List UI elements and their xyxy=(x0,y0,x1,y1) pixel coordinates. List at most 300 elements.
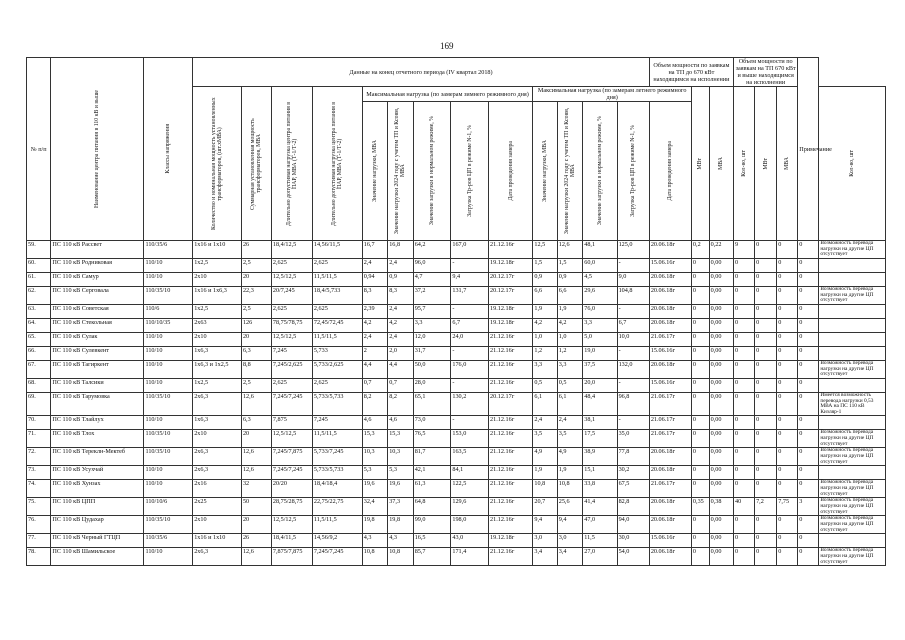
cell-w4: 176,0 xyxy=(451,361,489,379)
cell-a3: 0 xyxy=(734,379,755,393)
cell-cls: 110/10 xyxy=(144,480,193,498)
cell-a2: 0,00 xyxy=(709,305,733,319)
cell-d1: 2,625 xyxy=(271,259,312,273)
cell-s4: - xyxy=(617,305,649,319)
table-row xyxy=(27,498,886,516)
cell-wd: 21.12.16г xyxy=(489,516,533,534)
cell-w4: 122,5 xyxy=(451,480,489,498)
cell-w1: 0,7 xyxy=(362,379,387,393)
cell-cls: 110/10 xyxy=(144,347,193,361)
cell-s3: 4,5 xyxy=(583,273,617,287)
cell-name: ПС 110 кВ Стекольная xyxy=(51,319,144,333)
cell-a2: 0,00 xyxy=(709,361,733,379)
cell-a3: 0 xyxy=(734,466,755,480)
cell-w2: 19,6 xyxy=(388,480,413,498)
cell-n: 67. xyxy=(27,361,51,379)
cell-s4: 96,8 xyxy=(617,393,649,416)
cell-b1: 0 xyxy=(755,534,777,548)
cell-a2: 0,00 xyxy=(709,448,733,466)
cell-sum: 32 xyxy=(241,480,271,498)
cell-w4: - xyxy=(451,259,489,273)
cell-b2: 0 xyxy=(777,333,798,347)
cell-a3: 0 xyxy=(734,548,755,566)
cell-name: ПС 110 кВ Черный ГТЦП xyxy=(51,534,144,548)
cell-wd: 21.12.16г xyxy=(489,347,533,361)
cell-n: 77. xyxy=(27,534,51,548)
cell-cls: 110/10 xyxy=(144,259,193,273)
header-tp-power: Объем мощности по заявкам на ТП до 670 кВт находящимся на исполнении xyxy=(649,58,733,87)
cell-sd: 20.06.18г xyxy=(649,305,691,319)
table-row xyxy=(27,516,886,534)
cell-b1: 0 xyxy=(755,287,777,305)
cell-s1: 1,2 xyxy=(533,347,557,361)
cell-w3: 95,7 xyxy=(413,305,451,319)
cell-d2: 5,733/7,245 xyxy=(312,448,362,466)
cell-n: 70. xyxy=(27,416,51,430)
cell-s3: 3,3 xyxy=(583,319,617,333)
cell-n: 78. xyxy=(27,548,51,566)
header-mva-2: МВА xyxy=(777,87,798,241)
cell-d2: 14,56/9,2 xyxy=(312,534,362,548)
cell-s2: 12,6 xyxy=(557,241,582,259)
cell-d1: 12,5/12,5 xyxy=(271,430,312,448)
cell-d1: 7,245/7,245 xyxy=(271,466,312,480)
header-notes: Примечание xyxy=(798,58,819,241)
cell-cls: 110/35/10 xyxy=(144,287,193,305)
header-mva-1: МВА xyxy=(709,87,733,241)
cell-s3: 19,0 xyxy=(583,347,617,361)
cell-b3: 3 xyxy=(798,498,819,516)
cell-w2: 4,6 xyxy=(388,416,413,430)
cell-b2: 0 xyxy=(777,241,798,259)
cell-sd: 20.06.18г xyxy=(649,548,691,566)
cell-w2: 5,3 xyxy=(388,466,413,480)
cell-w2: 10,8 xyxy=(388,548,413,566)
cell-b2: 0 xyxy=(777,466,798,480)
cell-w1: 19,8 xyxy=(362,516,387,534)
cell-trans: 2х10 xyxy=(193,430,242,448)
cell-sum: 2,5 xyxy=(241,259,271,273)
cell-s1: 1,5 xyxy=(533,259,557,273)
cell-name: ПС 110 кВ Тарумовка xyxy=(51,393,144,416)
cell-trans: 2х6,3 xyxy=(193,448,242,466)
cell-w4: 171,4 xyxy=(451,548,489,566)
cell-a1: 0 xyxy=(691,319,709,333)
cell-a3: 0 xyxy=(734,534,755,548)
cell-cls: 110/10 xyxy=(144,361,193,379)
cell-a3: 0 xyxy=(734,361,755,379)
cell-trans: 1х16 и 1х10 xyxy=(193,241,242,259)
cell-w4: - xyxy=(451,347,489,361)
cell-a1: 0,2 xyxy=(691,241,709,259)
cell-s4: 54,0 xyxy=(617,548,649,566)
cell-b3: 0 xyxy=(798,259,819,273)
cell-d1: 28,75/28,75 xyxy=(271,498,312,516)
header-summer-load-n1: Загрузка Тр-ров ЦП в режиме N-1, % xyxy=(617,102,649,241)
table-row xyxy=(27,259,886,273)
cell-n: 74. xyxy=(27,480,51,498)
cell-sum: 12,6 xyxy=(241,548,271,566)
cell-a3: 0 xyxy=(734,393,755,416)
header-winter-load-2024: Значение нагрузки 2024 году с учетом ТП и Ксовм, МВА xyxy=(388,102,413,241)
cell-w1: 8,2 xyxy=(362,393,387,416)
cell-wd: 21.12.16г xyxy=(489,498,533,516)
cell-name: ПС 110 кВ Рассвет xyxy=(51,241,144,259)
cell-n: 76. xyxy=(27,516,51,534)
cell-w1: 16,7 xyxy=(362,241,387,259)
cell-b3: 0 xyxy=(798,241,819,259)
table-row xyxy=(27,333,886,347)
cell-cls: 110/10/35 xyxy=(144,319,193,333)
cell-cls: 110/10 xyxy=(144,416,193,430)
cell-s4: - xyxy=(617,259,649,273)
cell-wd: 21.12.16г xyxy=(489,241,533,259)
cell-s2: 1,9 xyxy=(557,466,582,480)
cell-b1: 0 xyxy=(755,379,777,393)
cell-a2: 0,00 xyxy=(709,319,733,333)
cell-a2: 0,00 xyxy=(709,393,733,416)
cell-b1: 7,2 xyxy=(755,498,777,516)
cell-w2: 2,0 xyxy=(388,347,413,361)
cell-d2: 7,245/7,245 xyxy=(312,548,362,566)
cell-a3: 0 xyxy=(734,259,755,273)
cell-a3: 0 xyxy=(734,273,755,287)
cell-w3: 61,3 xyxy=(413,480,451,498)
table-row xyxy=(27,319,886,333)
cell-a2: 0,00 xyxy=(709,466,733,480)
cell-trans: 2х16 xyxy=(193,480,242,498)
cell-a3: 0 xyxy=(734,347,755,361)
cell-note: Возможность перевода нагрузки на другие ЦП отсутствует xyxy=(819,448,886,466)
cell-name: ПС 110 кВ Хунзах xyxy=(51,480,144,498)
table-row xyxy=(27,548,886,566)
cell-b2: 0 xyxy=(777,347,798,361)
cell-a3: 0 xyxy=(734,319,755,333)
cell-b2: 0 xyxy=(777,361,798,379)
cell-d1: 12,5/12,5 xyxy=(271,333,312,347)
cell-n: 73. xyxy=(27,466,51,480)
cell-n: 61. xyxy=(27,273,51,287)
cell-d2: 5,733 xyxy=(312,347,362,361)
table-row xyxy=(27,361,886,379)
cell-w1: 15,3 xyxy=(362,430,387,448)
cell-w3: 3,3 xyxy=(413,319,451,333)
cell-w1: 32,4 xyxy=(362,498,387,516)
cell-d1: 7,875/7,875 xyxy=(271,548,312,566)
cell-note: Возможность перевода нагрузки на другие ЦП отсутствует xyxy=(819,361,886,379)
cell-b1: 0 xyxy=(755,480,777,498)
cell-note: Возможность перевода нагрузки на другие ЦП отсутствует xyxy=(819,480,886,498)
cell-name: ПС 110 кВ Цудахар xyxy=(51,516,144,534)
cell-n: 63. xyxy=(27,305,51,319)
cell-sum: 6,3 xyxy=(241,347,271,361)
cell-a3: 9 xyxy=(734,241,755,259)
cell-sum: 20 xyxy=(241,516,271,534)
cell-b3: 0 xyxy=(798,347,819,361)
cell-a1: 0 xyxy=(691,259,709,273)
cell-b2: 0 xyxy=(777,259,798,273)
cell-name: ПС 110 кВ Самур xyxy=(51,273,144,287)
cell-s2: 25,6 xyxy=(557,498,582,516)
cell-w2: 4,4 xyxy=(388,361,413,379)
cell-a2: 0,00 xyxy=(709,347,733,361)
cell-b2: 0 xyxy=(777,393,798,416)
cell-w4: 43,0 xyxy=(451,534,489,548)
cell-note xyxy=(819,273,886,287)
cell-sum: 26 xyxy=(241,534,271,548)
cell-wd: 21.12.16г xyxy=(489,430,533,448)
cell-s2: 1,9 xyxy=(557,305,582,319)
cell-d2: 72,45/72,45 xyxy=(312,319,362,333)
header-num: № п/п xyxy=(27,58,51,241)
cell-sd: 20.06.18г xyxy=(649,319,691,333)
cell-a2: 0,22 xyxy=(709,241,733,259)
cell-b3: 0 xyxy=(798,393,819,416)
cell-trans: 1х16 и 1х10 xyxy=(193,534,242,548)
cell-d2: 5,733/5,733 xyxy=(312,393,362,416)
cell-w3: 99,0 xyxy=(413,516,451,534)
cell-a3: 0 xyxy=(734,448,755,466)
cell-s1: 1,9 xyxy=(533,305,557,319)
cell-d2: 2,625 xyxy=(312,259,362,273)
cell-w1: 2 xyxy=(362,347,387,361)
cell-note xyxy=(819,319,886,333)
table-row xyxy=(27,430,886,448)
cell-s3: 41,4 xyxy=(583,498,617,516)
cell-trans: 1х2,5 xyxy=(193,305,242,319)
cell-s3: 5,0 xyxy=(583,333,617,347)
cell-cls: 110/35/6 xyxy=(144,534,193,548)
cell-w2: 16,8 xyxy=(388,241,413,259)
cell-b3: 0 xyxy=(798,319,819,333)
cell-b1: 0 xyxy=(755,333,777,347)
cell-wd: 20.12.17г xyxy=(489,273,533,287)
cell-w1: 0,94 xyxy=(362,273,387,287)
cell-note xyxy=(819,416,886,430)
cell-d1: 18,4/12,5 xyxy=(271,241,312,259)
cell-n: 60. xyxy=(27,259,51,273)
cell-wd: 19.12.18г xyxy=(489,319,533,333)
cell-w4: 9,4 xyxy=(451,273,489,287)
cell-s1: 3,4 xyxy=(533,548,557,566)
cell-s2: 0,5 xyxy=(557,379,582,393)
cell-w2: 0,7 xyxy=(388,379,413,393)
cell-w4: 153,0 xyxy=(451,430,489,448)
cell-s2: 4,9 xyxy=(557,448,582,466)
cell-b1: 0 xyxy=(755,416,777,430)
table-row xyxy=(27,416,886,430)
cell-b3: 0 xyxy=(798,273,819,287)
cell-s4: 30,2 xyxy=(617,466,649,480)
cell-d2: 5,733/5,733 xyxy=(312,466,362,480)
cell-wd: 21.12.16г xyxy=(489,480,533,498)
cell-name: ПС 110 кВ Сулак xyxy=(51,333,144,347)
cell-sd: 15.06.16г xyxy=(649,534,691,548)
cell-a3: 0 xyxy=(734,287,755,305)
cell-s3: 38,1 xyxy=(583,416,617,430)
cell-sum: 126 xyxy=(241,319,271,333)
cell-sd: 21.06.17г xyxy=(649,430,691,448)
cell-s2: 4,2 xyxy=(557,319,582,333)
cell-cls: 110/6 xyxy=(144,305,193,319)
cell-d1: 12,5/12,5 xyxy=(271,516,312,534)
cell-s3: 47,0 xyxy=(583,516,617,534)
cell-s3: 38,9 xyxy=(583,448,617,466)
cell-d2: 7,245 xyxy=(312,416,362,430)
cell-name: ПС 110 кВ Талсики xyxy=(51,379,144,393)
cell-n: 72. xyxy=(27,448,51,466)
cell-cls: 110/35/10 xyxy=(144,516,193,534)
cell-sd: 20.06.18г xyxy=(649,241,691,259)
cell-cls: 110/35/10 xyxy=(144,393,193,416)
cell-s4: 9,0 xyxy=(617,273,649,287)
cell-w1: 19,6 xyxy=(362,480,387,498)
cell-b1: 0 xyxy=(755,466,777,480)
table-row xyxy=(27,273,886,287)
cell-name: ПС 110 кВ Сулевкент xyxy=(51,347,144,361)
cell-w4: 24,0 xyxy=(451,333,489,347)
cell-w1: 2,39 xyxy=(362,305,387,319)
cell-a2: 0,00 xyxy=(709,287,733,305)
cell-sd: 21.06.17г xyxy=(649,416,691,430)
cell-b3: 0 xyxy=(798,430,819,448)
cell-a1: 0 xyxy=(691,333,709,347)
cell-s1: 4,2 xyxy=(533,319,557,333)
cell-d2: 2,625 xyxy=(312,305,362,319)
cell-trans: 2х6,3 xyxy=(193,466,242,480)
cell-s2: 9,4 xyxy=(557,516,582,534)
cell-b2: 0 xyxy=(777,430,798,448)
cell-s3: 76,0 xyxy=(583,305,617,319)
cell-w4: 6,7 xyxy=(451,319,489,333)
table-body xyxy=(27,241,886,566)
cell-d1: 7,245/7,245 xyxy=(271,393,312,416)
cell-sd: 20.06.18г xyxy=(649,287,691,305)
header-summer-load: Значение нагрузки, МВА xyxy=(533,102,557,241)
cell-d1: 7,245/2,625 xyxy=(271,361,312,379)
cell-note xyxy=(819,466,886,480)
cell-s3: 15,1 xyxy=(583,466,617,480)
cell-a1: 0 xyxy=(691,379,709,393)
cell-note: Возможность перевода нагрузки на другие ЦП отсутствует xyxy=(819,498,886,516)
cell-d1: 12,5/12,5 xyxy=(271,273,312,287)
cell-s1: 1,0 xyxy=(533,333,557,347)
cell-sum: 2,5 xyxy=(241,305,271,319)
cell-cls: 110/10 xyxy=(144,273,193,287)
cell-b2: 0 xyxy=(777,516,798,534)
cell-s3: 37,5 xyxy=(583,361,617,379)
cell-a1: 0 xyxy=(691,393,709,416)
cell-sd: 15.06.16г xyxy=(649,347,691,361)
cell-w3: 65,1 xyxy=(413,393,451,416)
cell-note xyxy=(819,259,886,273)
cell-wd: 21.12.16г xyxy=(489,548,533,566)
cell-s3: 20,0 xyxy=(583,379,617,393)
cell-b3: 0 xyxy=(798,287,819,305)
cell-wd: 19.12.18г xyxy=(489,259,533,273)
cell-a3: 0 xyxy=(734,430,755,448)
cell-d1: 20/7,245 xyxy=(271,287,312,305)
cell-n: 68. xyxy=(27,379,51,393)
cell-a2: 0,00 xyxy=(709,416,733,430)
cell-b1: 0 xyxy=(755,548,777,566)
cell-sd: 20.06.18г xyxy=(649,448,691,466)
cell-s2: 3,5 xyxy=(557,430,582,448)
cell-b1: 0 xyxy=(755,241,777,259)
cell-name: ПС 110 кВ Шамильское xyxy=(51,548,144,566)
cell-w2: 2,4 xyxy=(388,333,413,347)
cell-b1: 0 xyxy=(755,273,777,287)
cell-w4: 130,2 xyxy=(451,393,489,416)
cell-b3: 0 xyxy=(798,333,819,347)
cell-w4: - xyxy=(451,305,489,319)
table-row xyxy=(27,534,886,548)
cell-d2: 18,4/18,4 xyxy=(312,480,362,498)
cell-b3: 0 xyxy=(798,448,819,466)
cell-a2: 0,38 xyxy=(709,498,733,516)
cell-w2: 8,3 xyxy=(388,287,413,305)
cell-s1: 1,9 xyxy=(533,466,557,480)
cell-name: ПС 110 кВ Родниковая xyxy=(51,259,144,273)
cell-b1: 0 xyxy=(755,430,777,448)
header-total-power: Суммарная установленная мощность трансформаторов, МВА xyxy=(241,87,271,241)
cell-b1: 0 xyxy=(755,305,777,319)
cell-wd: 21.12.16г xyxy=(489,361,533,379)
header-allowed-load-2: Длительно допустимая нагрузка центра питания в ПАР, МВА (Т-1/Т-2) xyxy=(312,87,362,241)
cell-cls: 110/10 xyxy=(144,333,193,347)
cell-name: ПС 110 кВ ЦПП xyxy=(51,498,144,516)
cell-w2: 37,3 xyxy=(388,498,413,516)
cell-trans: 1х2,5 xyxy=(193,259,242,273)
cell-cls: 110/35/6 xyxy=(144,241,193,259)
cell-a1: 0 xyxy=(691,466,709,480)
cell-w3: 28,0 xyxy=(413,379,451,393)
cell-w3: 16,5 xyxy=(413,534,451,548)
cell-trans: 2х10 xyxy=(193,333,242,347)
cell-a2: 0,00 xyxy=(709,273,733,287)
header-mw-1: МВт xyxy=(691,87,709,241)
cell-s1: 4,9 xyxy=(533,448,557,466)
cell-w2: 8,2 xyxy=(388,393,413,416)
page-number: 169 xyxy=(440,41,454,51)
cell-sum: 20 xyxy=(241,273,271,287)
cell-s4: 82,8 xyxy=(617,498,649,516)
cell-w4: 167,0 xyxy=(451,241,489,259)
cell-n: 65. xyxy=(27,333,51,347)
cell-s4: - xyxy=(617,379,649,393)
cell-cls: 110/10 xyxy=(144,466,193,480)
cell-a3: 0 xyxy=(734,416,755,430)
cell-d2: 11,5/11,5 xyxy=(312,273,362,287)
cell-name: ПС 110 кВ Усухчай xyxy=(51,466,144,480)
cell-b2: 0 xyxy=(777,379,798,393)
cell-note: Возможность перевода нагрузки на другие ЦП отсутствует xyxy=(819,548,886,566)
cell-s2: 1,5 xyxy=(557,259,582,273)
cell-sum: 12,6 xyxy=(241,466,271,480)
cell-name: ПС 110 кВ Советская xyxy=(51,305,144,319)
header-mw-2: МВт xyxy=(755,87,777,241)
cell-sum: 20 xyxy=(241,430,271,448)
header-summer-max: Максимальная нагрузка (по замерам летнего режимного дня) xyxy=(533,87,692,102)
cell-w1: 4,6 xyxy=(362,416,387,430)
cell-s1: 3,5 xyxy=(533,430,557,448)
cell-b1: 0 xyxy=(755,516,777,534)
cell-b2: 0 xyxy=(777,548,798,566)
cell-d2: 14,56/11,5 xyxy=(312,241,362,259)
cell-w1: 4,3 xyxy=(362,534,387,548)
cell-b2: 0 xyxy=(777,319,798,333)
cell-d1: 7,245/7,875 xyxy=(271,448,312,466)
